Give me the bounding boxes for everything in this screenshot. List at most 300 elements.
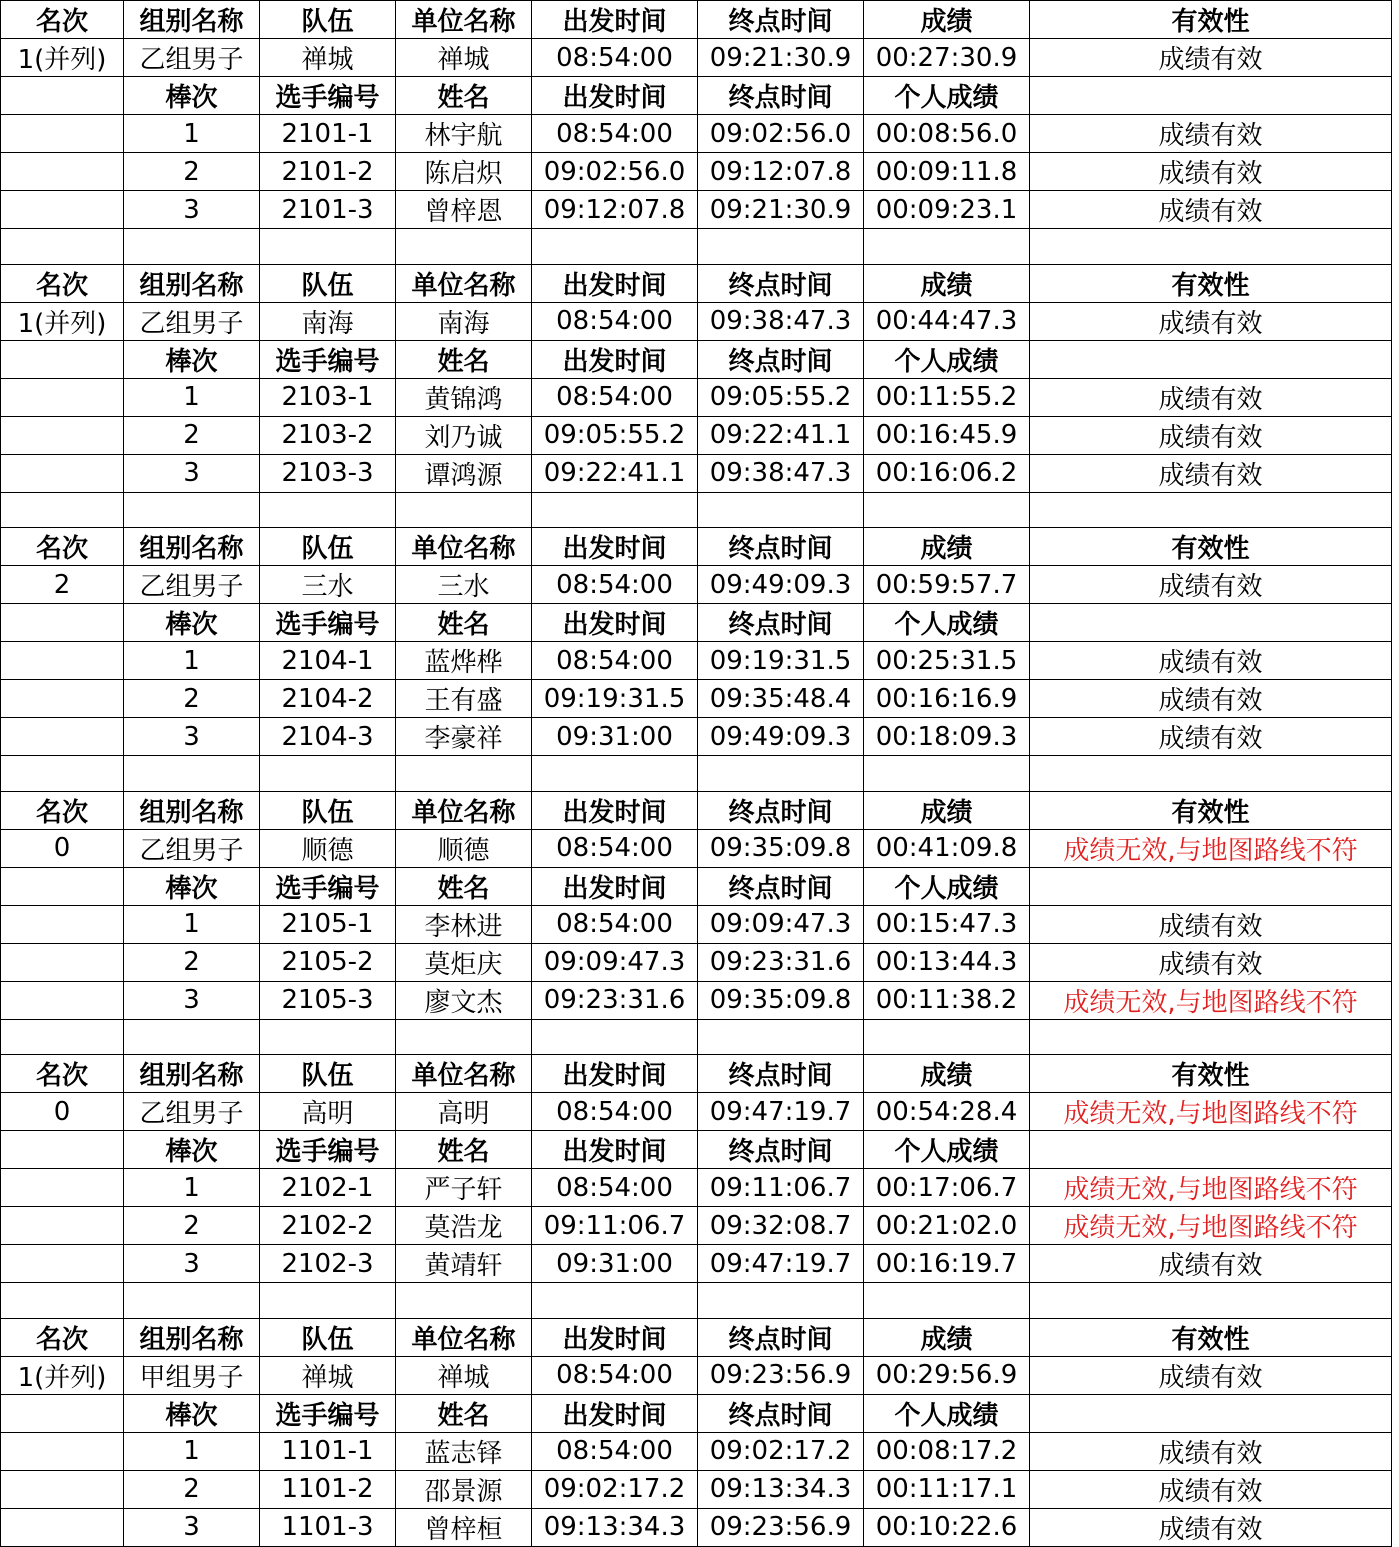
start-time-cell[interactable]: 09:31:00 xyxy=(532,1245,698,1283)
empty-cell[interactable] xyxy=(1,905,124,943)
column-header[interactable]: 有效性 xyxy=(1030,791,1392,829)
empty-cell[interactable] xyxy=(124,492,260,528)
unit-cell[interactable]: 禅城 xyxy=(396,39,532,77)
empty-cell[interactable] xyxy=(698,1283,864,1319)
runner-name-cell[interactable]: 陈启炽 xyxy=(396,153,532,191)
column-header[interactable]: 终点时间 xyxy=(698,867,864,905)
column-header[interactable]: 个人成绩 xyxy=(864,77,1030,115)
finish-time-cell[interactable]: 09:11:06.7 xyxy=(698,1169,864,1207)
column-header[interactable]: 姓名 xyxy=(396,867,532,905)
unit-cell[interactable]: 顺德 xyxy=(396,829,532,867)
finish-time-cell[interactable]: 09:38:47.3 xyxy=(698,302,864,340)
column-header[interactable]: 出发时间 xyxy=(532,77,698,115)
start-time-cell[interactable]: 08:54:00 xyxy=(532,378,698,416)
column-header[interactable]: 姓名 xyxy=(396,1131,532,1169)
column-header[interactable] xyxy=(1,1394,124,1432)
empty-cell[interactable] xyxy=(1,115,124,153)
column-header[interactable]: 终点时间 xyxy=(698,1131,864,1169)
runner-name-cell[interactable]: 刘乃诚 xyxy=(396,416,532,454)
column-header[interactable]: 姓名 xyxy=(396,1394,532,1432)
validity-cell[interactable]: 成绩有效 xyxy=(1030,115,1392,153)
runner-name-cell[interactable]: 李豪祥 xyxy=(396,718,532,756)
empty-cell[interactable] xyxy=(698,756,864,792)
empty-cell[interactable] xyxy=(532,492,698,528)
empty-cell[interactable] xyxy=(1,1432,124,1470)
finish-time-cell[interactable]: 09:35:09.8 xyxy=(698,829,864,867)
empty-cell[interactable] xyxy=(1,1283,124,1319)
column-header[interactable]: 名次 xyxy=(1,1,124,39)
finish-time-cell[interactable]: 09:38:47.3 xyxy=(698,454,864,492)
runner-name-cell[interactable]: 严子轩 xyxy=(396,1169,532,1207)
leg-number-cell[interactable]: 1 xyxy=(124,378,260,416)
empty-cell[interactable] xyxy=(124,756,260,792)
finish-time-cell[interactable]: 09:35:48.4 xyxy=(698,680,864,718)
column-header[interactable]: 棒次 xyxy=(124,340,260,378)
column-header[interactable]: 有效性 xyxy=(1030,1318,1392,1356)
validity-cell[interactable]: 成绩有效 xyxy=(1030,943,1392,981)
empty-cell[interactable] xyxy=(532,756,698,792)
runner-name-cell[interactable]: 黄锦鸿 xyxy=(396,378,532,416)
empty-cell[interactable] xyxy=(1030,229,1392,265)
column-header[interactable]: 出发时间 xyxy=(532,604,698,642)
column-header[interactable]: 个人成绩 xyxy=(864,1131,1030,1169)
runner-id-cell[interactable]: 2101-2 xyxy=(260,153,396,191)
empty-cell[interactable] xyxy=(396,1019,532,1055)
empty-cell[interactable] xyxy=(260,1019,396,1055)
start-time-cell[interactable]: 08:54:00 xyxy=(532,1169,698,1207)
runner-name-cell[interactable]: 曾梓桓 xyxy=(396,1508,532,1546)
runner-id-cell[interactable]: 2101-1 xyxy=(260,115,396,153)
validity-cell[interactable]: 成绩有效 xyxy=(1030,1245,1392,1283)
empty-cell[interactable] xyxy=(396,756,532,792)
group-cell[interactable]: 乙组男子 xyxy=(124,829,260,867)
leg-number-cell[interactable]: 1 xyxy=(124,115,260,153)
column-header[interactable]: 名次 xyxy=(1,791,124,829)
finish-time-cell[interactable]: 09:23:56.9 xyxy=(698,1508,864,1546)
runner-id-cell[interactable]: 2103-3 xyxy=(260,454,396,492)
unit-cell[interactable]: 禅城 xyxy=(396,1356,532,1394)
runner-id-cell[interactable]: 2104-3 xyxy=(260,718,396,756)
personal-result-cell[interactable]: 00:18:09.3 xyxy=(864,718,1030,756)
start-time-cell[interactable]: 09:09:47.3 xyxy=(532,943,698,981)
team-cell[interactable]: 高明 xyxy=(260,1093,396,1131)
validity-cell[interactable]: 成绩有效 xyxy=(1030,1508,1392,1546)
empty-cell[interactable] xyxy=(124,229,260,265)
finish-time-cell[interactable]: 09:05:55.2 xyxy=(698,378,864,416)
start-time-cell[interactable]: 08:54:00 xyxy=(532,39,698,77)
column-header[interactable]: 成绩 xyxy=(864,1,1030,39)
column-header[interactable]: 有效性 xyxy=(1030,528,1392,566)
personal-result-cell[interactable]: 00:25:31.5 xyxy=(864,642,1030,680)
finish-time-cell[interactable]: 09:23:31.6 xyxy=(698,943,864,981)
runner-name-cell[interactable]: 林宇航 xyxy=(396,115,532,153)
runner-name-cell[interactable]: 莫炬庆 xyxy=(396,943,532,981)
validity-cell[interactable]: 成绩无效,与地图路线不符 xyxy=(1030,981,1392,1019)
column-header[interactable]: 单位名称 xyxy=(396,1318,532,1356)
column-header[interactable]: 出发时间 xyxy=(532,528,698,566)
start-time-cell[interactable]: 08:54:00 xyxy=(532,302,698,340)
start-time-cell[interactable]: 08:54:00 xyxy=(532,115,698,153)
leg-number-cell[interactable]: 2 xyxy=(124,153,260,191)
validity-cell[interactable]: 成绩有效 xyxy=(1030,718,1392,756)
column-header[interactable]: 单位名称 xyxy=(396,528,532,566)
column-header[interactable]: 个人成绩 xyxy=(864,867,1030,905)
empty-cell[interactable] xyxy=(1,1470,124,1508)
leg-number-cell[interactable]: 3 xyxy=(124,1508,260,1546)
start-time-cell[interactable]: 09:13:34.3 xyxy=(532,1508,698,1546)
empty-cell[interactable] xyxy=(698,492,864,528)
column-header[interactable]: 棒次 xyxy=(124,77,260,115)
validity-cell[interactable]: 成绩有效 xyxy=(1030,378,1392,416)
column-header[interactable]: 出发时间 xyxy=(532,791,698,829)
column-header[interactable]: 队伍 xyxy=(260,1,396,39)
runner-id-cell[interactable]: 2101-3 xyxy=(260,191,396,229)
validity-cell[interactable]: 成绩有效 xyxy=(1030,302,1392,340)
runner-id-cell[interactable]: 2103-2 xyxy=(260,416,396,454)
empty-cell[interactable] xyxy=(532,1283,698,1319)
column-header[interactable]: 终点时间 xyxy=(698,77,864,115)
personal-result-cell[interactable]: 00:16:06.2 xyxy=(864,454,1030,492)
start-time-cell[interactable]: 09:22:41.1 xyxy=(532,454,698,492)
group-cell[interactable]: 乙组男子 xyxy=(124,39,260,77)
runner-id-cell[interactable]: 2104-1 xyxy=(260,642,396,680)
personal-result-cell[interactable]: 00:08:56.0 xyxy=(864,115,1030,153)
column-header[interactable]: 选手编号 xyxy=(260,1131,396,1169)
result-cell[interactable]: 00:54:28.4 xyxy=(864,1093,1030,1131)
column-header[interactable]: 出发时间 xyxy=(532,1394,698,1432)
column-header[interactable] xyxy=(1,867,124,905)
column-header[interactable]: 个人成绩 xyxy=(864,1394,1030,1432)
runner-name-cell[interactable]: 曾梓恩 xyxy=(396,191,532,229)
empty-cell[interactable] xyxy=(396,1283,532,1319)
empty-cell[interactable] xyxy=(864,1019,1030,1055)
column-header[interactable]: 出发时间 xyxy=(532,1318,698,1356)
empty-cell[interactable] xyxy=(864,1283,1030,1319)
team-cell[interactable]: 南海 xyxy=(260,302,396,340)
empty-cell[interactable] xyxy=(124,1019,260,1055)
leg-number-cell[interactable]: 3 xyxy=(124,981,260,1019)
personal-result-cell[interactable]: 00:15:47.3 xyxy=(864,905,1030,943)
group-cell[interactable]: 乙组男子 xyxy=(124,302,260,340)
empty-cell[interactable] xyxy=(260,756,396,792)
empty-cell[interactable] xyxy=(260,492,396,528)
runner-id-cell[interactable]: 2105-2 xyxy=(260,943,396,981)
leg-number-cell[interactable]: 3 xyxy=(124,718,260,756)
leg-number-cell[interactable]: 2 xyxy=(124,680,260,718)
leg-number-cell[interactable]: 2 xyxy=(124,1207,260,1245)
column-header[interactable] xyxy=(1030,77,1392,115)
column-header[interactable]: 姓名 xyxy=(396,77,532,115)
empty-cell[interactable] xyxy=(1,642,124,680)
column-header[interactable] xyxy=(1,77,124,115)
runner-name-cell[interactable]: 蓝志铎 xyxy=(396,1432,532,1470)
personal-result-cell[interactable]: 00:11:17.1 xyxy=(864,1470,1030,1508)
column-header[interactable]: 队伍 xyxy=(260,528,396,566)
column-header[interactable]: 成绩 xyxy=(864,528,1030,566)
column-header[interactable]: 出发时间 xyxy=(532,1,698,39)
empty-cell[interactable] xyxy=(396,492,532,528)
column-header[interactable]: 个人成绩 xyxy=(864,340,1030,378)
column-header[interactable]: 终点时间 xyxy=(698,1394,864,1432)
validity-cell[interactable]: 成绩无效,与地图路线不符 xyxy=(1030,1169,1392,1207)
empty-cell[interactable] xyxy=(1,378,124,416)
validity-cell[interactable]: 成绩无效,与地图路线不符 xyxy=(1030,829,1392,867)
leg-number-cell[interactable]: 1 xyxy=(124,1169,260,1207)
personal-result-cell[interactable]: 00:08:17.2 xyxy=(864,1432,1030,1470)
column-header[interactable]: 有效性 xyxy=(1030,1,1392,39)
start-time-cell[interactable]: 09:02:17.2 xyxy=(532,1470,698,1508)
empty-cell[interactable] xyxy=(1030,1283,1392,1319)
runner-name-cell[interactable]: 谭鸿源 xyxy=(396,454,532,492)
team-cell[interactable]: 三水 xyxy=(260,566,396,604)
validity-cell[interactable]: 成绩有效 xyxy=(1030,642,1392,680)
empty-cell[interactable] xyxy=(698,1019,864,1055)
personal-result-cell[interactable]: 00:11:55.2 xyxy=(864,378,1030,416)
column-header[interactable]: 棒次 xyxy=(124,867,260,905)
validity-cell[interactable]: 成绩无效,与地图路线不符 xyxy=(1030,1207,1392,1245)
leg-number-cell[interactable]: 2 xyxy=(124,416,260,454)
column-header[interactable]: 组别名称 xyxy=(124,1055,260,1093)
finish-time-cell[interactable]: 09:49:09.3 xyxy=(698,718,864,756)
personal-result-cell[interactable]: 00:16:19.7 xyxy=(864,1245,1030,1283)
finish-time-cell[interactable]: 09:35:09.8 xyxy=(698,981,864,1019)
leg-number-cell[interactable]: 1 xyxy=(124,905,260,943)
column-header[interactable]: 出发时间 xyxy=(532,867,698,905)
start-time-cell[interactable]: 09:05:55.2 xyxy=(532,416,698,454)
column-header[interactable]: 组别名称 xyxy=(124,791,260,829)
personal-result-cell[interactable]: 00:09:23.1 xyxy=(864,191,1030,229)
team-cell[interactable]: 禅城 xyxy=(260,1356,396,1394)
personal-result-cell[interactable]: 00:10:22.6 xyxy=(864,1508,1030,1546)
validity-cell[interactable]: 成绩有效 xyxy=(1030,566,1392,604)
leg-number-cell[interactable]: 2 xyxy=(124,943,260,981)
unit-cell[interactable]: 高明 xyxy=(396,1093,532,1131)
empty-cell[interactable] xyxy=(1,229,124,265)
finish-time-cell[interactable]: 09:12:07.8 xyxy=(698,153,864,191)
start-time-cell[interactable]: 09:12:07.8 xyxy=(532,191,698,229)
column-header[interactable]: 终点时间 xyxy=(698,604,864,642)
empty-cell[interactable] xyxy=(864,229,1030,265)
start-time-cell[interactable]: 08:54:00 xyxy=(532,642,698,680)
empty-cell[interactable] xyxy=(1,492,124,528)
finish-time-cell[interactable]: 09:21:30.9 xyxy=(698,191,864,229)
start-time-cell[interactable]: 09:31:00 xyxy=(532,718,698,756)
finish-time-cell[interactable]: 09:47:19.7 xyxy=(698,1093,864,1131)
finish-time-cell[interactable]: 09:09:47.3 xyxy=(698,905,864,943)
team-cell[interactable]: 禅城 xyxy=(260,39,396,77)
runner-name-cell[interactable]: 李林进 xyxy=(396,905,532,943)
personal-result-cell[interactable]: 00:21:02.0 xyxy=(864,1207,1030,1245)
runner-id-cell[interactable]: 2105-3 xyxy=(260,981,396,1019)
column-header[interactable]: 棒次 xyxy=(124,604,260,642)
empty-cell[interactable] xyxy=(1,1169,124,1207)
rank-cell[interactable]: 2 xyxy=(1,566,124,604)
column-header[interactable]: 终点时间 xyxy=(698,791,864,829)
rank-cell[interactable]: 1(并列) xyxy=(1,1356,124,1394)
column-header[interactable]: 名次 xyxy=(1,1318,124,1356)
runner-id-cell[interactable]: 2103-1 xyxy=(260,378,396,416)
rank-cell[interactable]: 0 xyxy=(1,829,124,867)
result-cell[interactable]: 00:29:56.9 xyxy=(864,1356,1030,1394)
start-time-cell[interactable]: 09:11:06.7 xyxy=(532,1207,698,1245)
finish-time-cell[interactable]: 09:22:41.1 xyxy=(698,416,864,454)
empty-cell[interactable] xyxy=(1,680,124,718)
validity-cell[interactable]: 成绩有效 xyxy=(1030,1356,1392,1394)
empty-cell[interactable] xyxy=(260,1283,396,1319)
rank-cell[interactable]: 0 xyxy=(1,1093,124,1131)
empty-cell[interactable] xyxy=(396,229,532,265)
column-header[interactable]: 队伍 xyxy=(260,1055,396,1093)
column-header[interactable]: 名次 xyxy=(1,1055,124,1093)
empty-cell[interactable] xyxy=(698,229,864,265)
personal-result-cell[interactable]: 00:16:45.9 xyxy=(864,416,1030,454)
column-header[interactable]: 姓名 xyxy=(396,604,532,642)
column-header[interactable]: 选手编号 xyxy=(260,867,396,905)
column-header[interactable]: 出发时间 xyxy=(532,1055,698,1093)
leg-number-cell[interactable]: 3 xyxy=(124,454,260,492)
empty-cell[interactable] xyxy=(864,492,1030,528)
empty-cell[interactable] xyxy=(864,756,1030,792)
start-time-cell[interactable]: 08:54:00 xyxy=(532,829,698,867)
column-header[interactable]: 组别名称 xyxy=(124,264,260,302)
personal-result-cell[interactable]: 00:17:06.7 xyxy=(864,1169,1030,1207)
group-cell[interactable]: 乙组男子 xyxy=(124,566,260,604)
runner-id-cell[interactable]: 2105-1 xyxy=(260,905,396,943)
empty-cell[interactable] xyxy=(124,1283,260,1319)
column-header[interactable]: 队伍 xyxy=(260,264,396,302)
start-time-cell[interactable]: 09:23:31.6 xyxy=(532,981,698,1019)
column-header[interactable]: 终点时间 xyxy=(698,264,864,302)
column-header[interactable]: 出发时间 xyxy=(532,264,698,302)
empty-cell[interactable] xyxy=(1,153,124,191)
validity-cell[interactable]: 成绩有效 xyxy=(1030,905,1392,943)
empty-cell[interactable] xyxy=(1,416,124,454)
column-header[interactable]: 成绩 xyxy=(864,264,1030,302)
validity-cell[interactable]: 成绩有效 xyxy=(1030,191,1392,229)
validity-cell[interactable]: 成绩有效 xyxy=(1030,1470,1392,1508)
column-header[interactable] xyxy=(1,340,124,378)
column-header[interactable]: 终点时间 xyxy=(698,1055,864,1093)
column-header[interactable]: 选手编号 xyxy=(260,340,396,378)
validity-cell[interactable]: 成绩有效 xyxy=(1030,416,1392,454)
unit-cell[interactable]: 三水 xyxy=(396,566,532,604)
start-time-cell[interactable]: 08:54:00 xyxy=(532,1093,698,1131)
leg-number-cell[interactable]: 2 xyxy=(124,1470,260,1508)
finish-time-cell[interactable]: 09:47:19.7 xyxy=(698,1245,864,1283)
empty-cell[interactable] xyxy=(1,1245,124,1283)
column-header[interactable]: 单位名称 xyxy=(396,264,532,302)
column-header[interactable]: 姓名 xyxy=(396,340,532,378)
runner-name-cell[interactable]: 黄靖轩 xyxy=(396,1245,532,1283)
runner-id-cell[interactable]: 2102-2 xyxy=(260,1207,396,1245)
column-header[interactable] xyxy=(1,604,124,642)
column-header[interactable]: 名次 xyxy=(1,528,124,566)
empty-cell[interactable] xyxy=(1030,492,1392,528)
personal-result-cell[interactable]: 00:16:16.9 xyxy=(864,680,1030,718)
column-header[interactable] xyxy=(1030,1394,1392,1432)
validity-cell[interactable]: 成绩无效,与地图路线不符 xyxy=(1030,1093,1392,1131)
empty-cell[interactable] xyxy=(1,191,124,229)
finish-time-cell[interactable]: 09:13:34.3 xyxy=(698,1470,864,1508)
start-time-cell[interactable]: 09:02:56.0 xyxy=(532,153,698,191)
unit-cell[interactable]: 南海 xyxy=(396,302,532,340)
personal-result-cell[interactable]: 00:13:44.3 xyxy=(864,943,1030,981)
column-header[interactable]: 组别名称 xyxy=(124,1318,260,1356)
validity-cell[interactable]: 成绩有效 xyxy=(1030,39,1392,77)
column-header[interactable]: 有效性 xyxy=(1030,1055,1392,1093)
start-time-cell[interactable]: 09:19:31.5 xyxy=(532,680,698,718)
empty-cell[interactable] xyxy=(260,229,396,265)
empty-cell[interactable] xyxy=(1030,1019,1392,1055)
runner-id-cell[interactable]: 1101-1 xyxy=(260,1432,396,1470)
column-header[interactable]: 出发时间 xyxy=(532,1131,698,1169)
column-header[interactable] xyxy=(1030,1131,1392,1169)
result-cell[interactable]: 00:41:09.8 xyxy=(864,829,1030,867)
column-header[interactable]: 个人成绩 xyxy=(864,604,1030,642)
empty-cell[interactable] xyxy=(1,943,124,981)
column-header[interactable]: 终点时间 xyxy=(698,340,864,378)
start-time-cell[interactable]: 08:54:00 xyxy=(532,1356,698,1394)
column-header[interactable]: 成绩 xyxy=(864,1318,1030,1356)
runner-name-cell[interactable]: 蓝烨桦 xyxy=(396,642,532,680)
validity-cell[interactable]: 成绩有效 xyxy=(1030,454,1392,492)
column-header[interactable]: 队伍 xyxy=(260,791,396,829)
leg-number-cell[interactable]: 1 xyxy=(124,1432,260,1470)
column-header[interactable] xyxy=(1030,340,1392,378)
column-header[interactable]: 终点时间 xyxy=(698,1,864,39)
column-header[interactable]: 棒次 xyxy=(124,1131,260,1169)
runner-name-cell[interactable]: 莫浩龙 xyxy=(396,1207,532,1245)
column-header[interactable]: 组别名称 xyxy=(124,1,260,39)
empty-cell[interactable] xyxy=(1030,756,1392,792)
column-header[interactable]: 出发时间 xyxy=(532,340,698,378)
finish-time-cell[interactable]: 09:02:56.0 xyxy=(698,115,864,153)
column-header[interactable]: 成绩 xyxy=(864,791,1030,829)
leg-number-cell[interactable]: 3 xyxy=(124,191,260,229)
empty-cell[interactable] xyxy=(1,1019,124,1055)
column-header[interactable]: 选手编号 xyxy=(260,77,396,115)
personal-result-cell[interactable]: 00:11:38.2 xyxy=(864,981,1030,1019)
finish-time-cell[interactable]: 09:02:17.2 xyxy=(698,1432,864,1470)
runner-id-cell[interactable]: 2102-3 xyxy=(260,1245,396,1283)
empty-cell[interactable] xyxy=(532,1019,698,1055)
result-cell[interactable]: 00:27:30.9 xyxy=(864,39,1030,77)
validity-cell[interactable]: 成绩有效 xyxy=(1030,680,1392,718)
validity-cell[interactable]: 成绩有效 xyxy=(1030,153,1392,191)
rank-cell[interactable]: 1(并列) xyxy=(1,302,124,340)
empty-cell[interactable] xyxy=(1,1207,124,1245)
start-time-cell[interactable]: 08:54:00 xyxy=(532,905,698,943)
rank-cell[interactable]: 1(并列) xyxy=(1,39,124,77)
column-header[interactable]: 终点时间 xyxy=(698,1318,864,1356)
team-cell[interactable]: 顺德 xyxy=(260,829,396,867)
column-header[interactable]: 组别名称 xyxy=(124,528,260,566)
runner-name-cell[interactable]: 邵景源 xyxy=(396,1470,532,1508)
start-time-cell[interactable]: 08:54:00 xyxy=(532,566,698,604)
column-header[interactable]: 棒次 xyxy=(124,1394,260,1432)
finish-time-cell[interactable]: 09:32:08.7 xyxy=(698,1207,864,1245)
result-cell[interactable]: 00:59:57.7 xyxy=(864,566,1030,604)
column-header[interactable]: 终点时间 xyxy=(698,528,864,566)
group-cell[interactable]: 甲组男子 xyxy=(124,1356,260,1394)
runner-name-cell[interactable]: 王有盛 xyxy=(396,680,532,718)
finish-time-cell[interactable]: 09:49:09.3 xyxy=(698,566,864,604)
empty-cell[interactable] xyxy=(1,981,124,1019)
column-header[interactable]: 队伍 xyxy=(260,1318,396,1356)
empty-cell[interactable] xyxy=(1,454,124,492)
empty-cell[interactable] xyxy=(1,756,124,792)
column-header[interactable] xyxy=(1030,604,1392,642)
